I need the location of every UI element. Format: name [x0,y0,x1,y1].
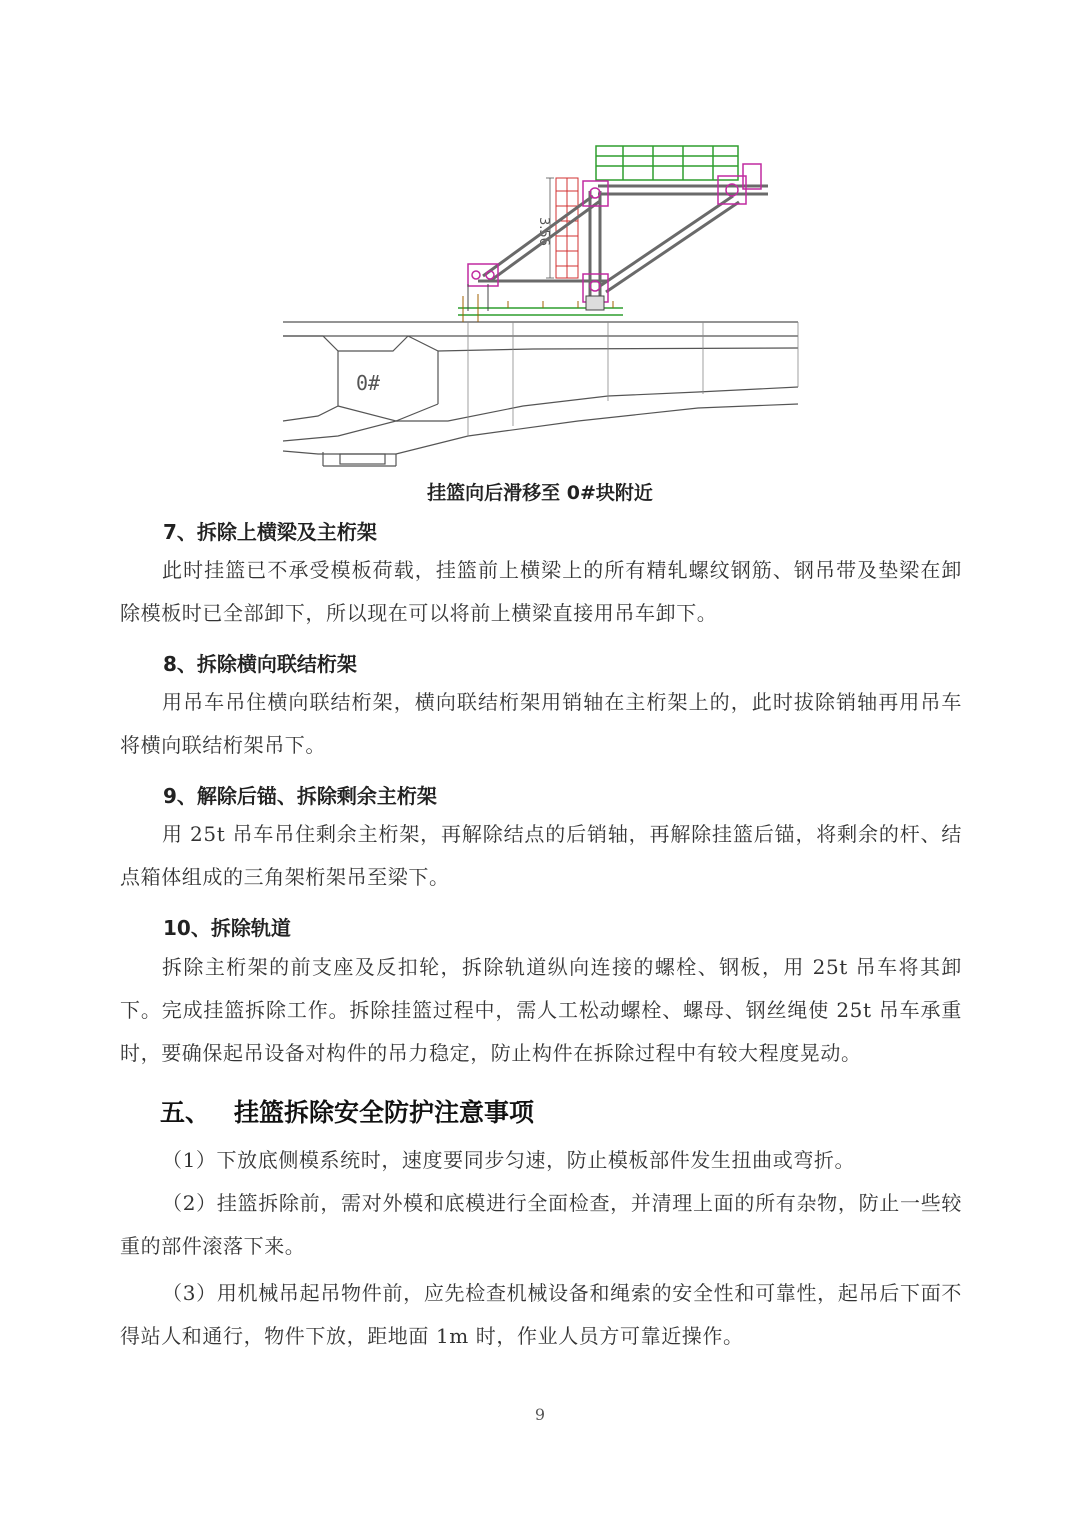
form-traveler-drawing [278,136,803,471]
note-2: （2）挂篮拆除前，需对外模和底模进行全面检查，并清理上面的所有杂物，防止一些较重的部件滚落下来。 [120,1191,962,1258]
formwork [556,178,578,278]
segment-lines [468,322,798,436]
section-body-10: 拆除主桁架的前支座及反扣轮，拆除轨道纵向连接的螺栓、钢板，用 25t 吊车将其卸下。完成挂篮拆除工作。拆除挂篮过程中，需人工松动螺栓、螺母、钢丝绳使 25t 吊车承重时，要确保起吊设备对构件的吊力稳定，防止构件在拆除过程中有较大程度晃动。 [120,955,962,1065]
section-heading-7: 7、拆除上横梁及主桁架 [163,520,377,544]
note-1: （1）下放底侧模系统时，速度要同步匀速，防止模板部件发生扭曲或弯折。 [162,1148,856,1172]
page-number: 9 [534,1405,546,1424]
dimension-label: 3.56 [536,217,551,246]
top-railing [596,146,738,180]
section-body-7: 此时挂篮已不承受模板荷载，挂篮前上横梁上的所有精轧螺纹钢筋、钢吊带及垫梁在卸除模板时已全部卸下，所以现在可以将前上横梁直接用吊车卸下。 [120,558,962,625]
section-heading-8: 8、拆除横向联结桁架 [163,652,357,676]
section-heading-9: 9、解除后锚、拆除剩余主桁架 [163,784,437,808]
note-3: （3）用机械吊起吊物件前，应先检查机械设备和绳索的安全性和可靠性，起吊后下面不得站人和通行，物件下放，距地面 1m 时，作业人员方可靠近操作。 [120,1281,962,1348]
section-body-8: 用吊车吊住横向联结桁架，横向联结桁架用销轴在主桁架上的，此时拔除销轴再用吊车将横向联结桁架吊下。 [120,690,962,757]
chapter-number: 五、 [160,1098,211,1127]
section-body-9: 用 25t 吊车吊住剩余主桁架，再解除结点的后销轴，再解除挂篮后锚，将剩余的杆、结点箱体组成的三角架桁架吊至梁下。 [120,822,962,889]
chapter-title-text: 挂篮拆除安全防护注意事项 [234,1098,535,1127]
chapter-title [160,1093,534,1129]
section-heading-10: 10、拆除轨道 [163,916,291,940]
block-label: 0# [356,371,381,395]
figure-caption: 挂篮向后滑移至 0#块附近 [427,482,653,504]
